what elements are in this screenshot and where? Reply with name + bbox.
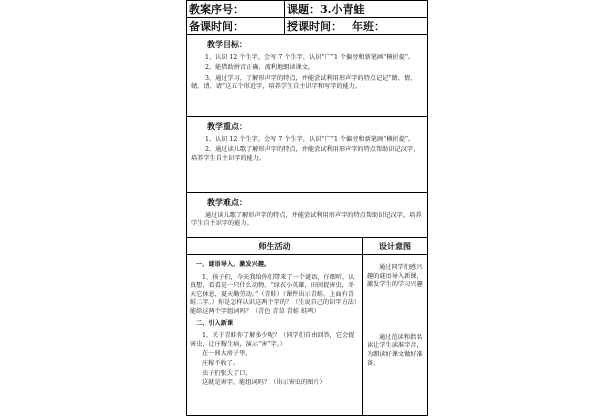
objective-item: 3、通过学习，了解形声字的特点，并能尝试利用形声字的特点记记“睛、情、蜻、清、请”这五个形近字，培养学生自主识字和写字的能力。	[191, 74, 417, 91]
objectives-section	[187, 35, 427, 117]
teach-time-cell	[285, 18, 427, 34]
activity-paragraph: 1、孩子们，今天我给你们带来了一个谜语，仔细听，认真想，看看是一只什么动物。“绿衣小英雄，田间捉害虫，冬天它休息，夏天勤劳动。”（青蛙）（课件出示青蛙，上面有青蛙二字。）你是怎样认识这两个字的？（生说自己的识字方法）能给这两个字组词吗？（青色 青草 青蛙 蛙鸣）	[190, 273, 358, 315]
key-point-item: 1、认识 12 个生字，会写 7 个生字，认识“广”1 个偏旁和新笔画“横折提”。	[205, 135, 415, 143]
activity-header: 师生活动	[187, 238, 363, 254]
lesson-no-label: 教案序号：	[187, 1, 285, 17]
difficulties-section	[187, 193, 427, 238]
activity-cell	[187, 255, 363, 415]
activity-body-row	[187, 255, 427, 415]
prep-time-label: 备课时间：	[187, 18, 285, 34]
lesson-plan-table	[186, 0, 428, 416]
header-row-1	[187, 1, 427, 18]
activity-step-title: 一、谜语导入，激发兴趣。	[196, 261, 271, 268]
activity-paragraph: 在一间大房子里，	[202, 350, 252, 358]
design-cell	[363, 255, 427, 415]
difficulties-text: 通过读儿歌了解形声字的特点，并能尝试利用形声字的特点帮助识记汉字，培养学生自主识字的能力。	[191, 211, 422, 228]
activity-step-title: 二、引入新课	[196, 319, 234, 327]
teach-time-label: 授课时间：	[287, 20, 342, 33]
design-note: 通过范读和指名读让学生读准字音，为朗读好课文做好准备。	[367, 333, 423, 367]
key-points-section	[187, 117, 427, 193]
objective-item: 2、能借助拼音正确、流利地朗读课文。	[205, 64, 315, 72]
objective-item: 1、认识 12 个生字，会写 7 个生字，认识“广”1 个偏旁和新笔画“横折提”。	[205, 53, 415, 61]
difficulties-title: 教学难点：	[207, 197, 247, 207]
objectives-title: 教学目标：	[207, 39, 247, 49]
key-points-title: 教学重点：	[207, 121, 247, 131]
activity-paragraph: 这就是害字，能组词吗？（出示害虫的图片）	[202, 379, 326, 387]
design-note: 通过同学们感兴趣的谜语导入新课，激发学生的学习兴趣	[367, 264, 423, 289]
grade-label: 年班：	[352, 20, 385, 33]
activity-paragraph: 1、关于青蛙你了解多少呢？（同学们自由回答，它会捉害虫，让庄稼生病，演示“害”字。）	[190, 332, 355, 348]
header-row-2	[187, 18, 427, 35]
key-point-item: 2、通过读儿歌了解形声字的特点，并能尝试利用形声字的特点帮助识记汉字，培养学生自主识字的能力。	[191, 146, 420, 162]
topic-label: 课题：3.小青蛙	[287, 3, 365, 16]
design-header: 设计意图	[379, 241, 411, 251]
activity-paragraph: 虫子们张大了口，	[202, 369, 252, 377]
activity-header-row	[187, 238, 427, 255]
activity-paragraph: 庄稼不收了。	[202, 359, 240, 367]
